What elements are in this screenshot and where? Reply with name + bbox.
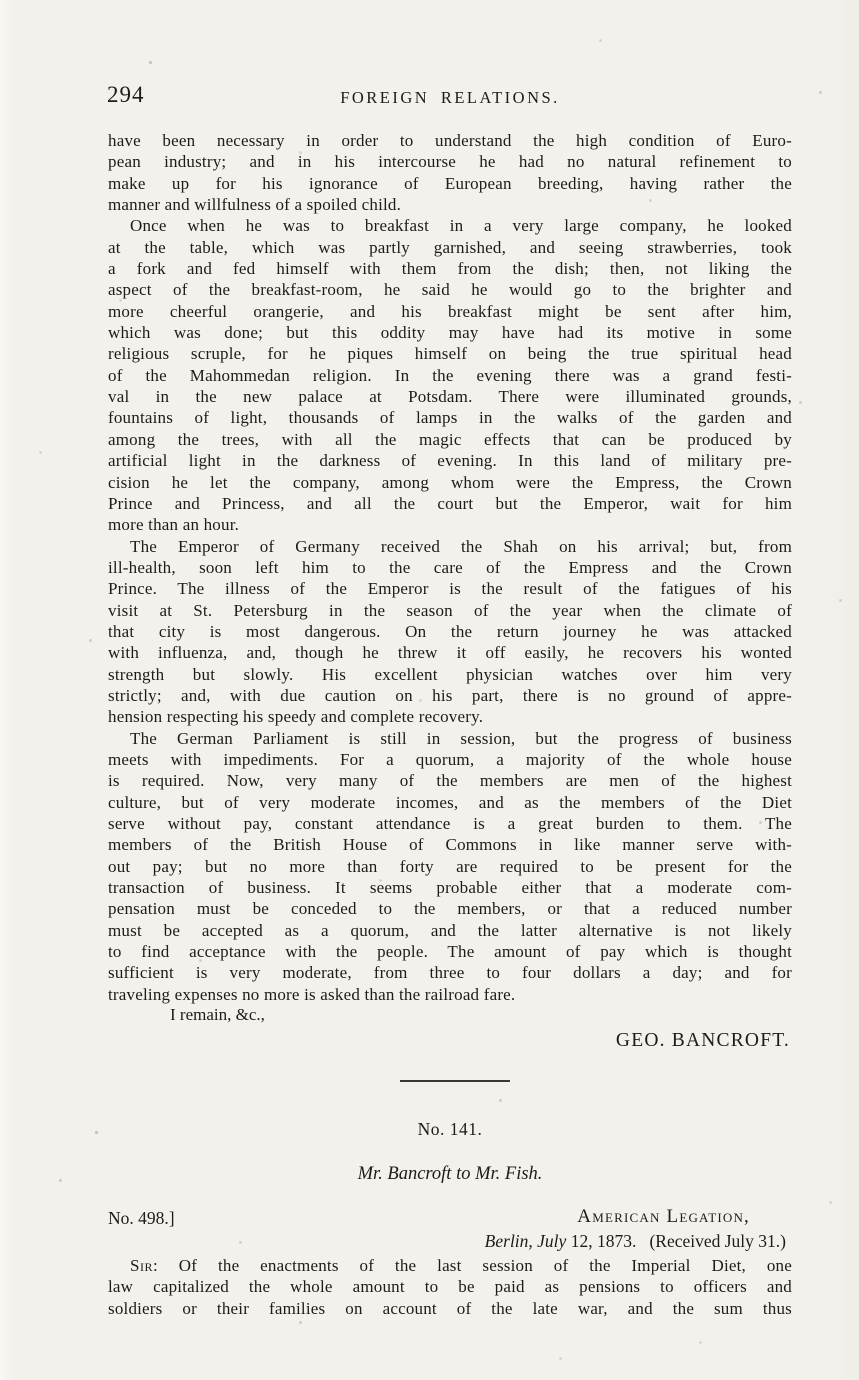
text-line: [108, 365, 792, 386]
legation-name: American Legation,: [577, 1206, 750, 1227]
text-line: [108, 920, 792, 941]
text-line: [108, 1255, 792, 1276]
text-line: [108, 407, 792, 428]
text-run: more cheerful orangerie, and his breakfast might be sent after him,: [108, 301, 792, 321]
text-run: visit at St. Petersburg in the season of the year when the climate of: [108, 600, 792, 620]
text-run: Prince. The illness of the Emperor is the result of the fatigues of his: [108, 579, 792, 599]
text-run: pensation must be conceded to the members, or that a reduced number: [108, 899, 792, 919]
text-run: strength but slowly. His excellent physician watches over him very: [108, 664, 792, 684]
text-line: [108, 664, 792, 685]
text-line: [108, 301, 792, 322]
paper-noise: [0, 0, 1, 1]
text-line: [108, 215, 792, 236]
text-run: The German Parliament is still in session, but the progress of business: [130, 728, 792, 748]
text-run: law capitalized the whole amount to be paid as pensions to officers and: [108, 1277, 792, 1297]
text-run: have been necessary in order to understand the high condition of Euro-: [108, 131, 792, 150]
text-run: soldiers or their families on account of the late war, and the sum thus: [108, 1298, 792, 1318]
text-run: 12, 1873. (Received July 31.): [570, 1231, 786, 1251]
text-run: cision he let the company, among whom were the Empress, the Crown: [108, 472, 792, 492]
text-line: [108, 642, 792, 663]
text-run: transaction of business. It seems probable either that a moderate com-: [108, 878, 792, 898]
text-line: [108, 386, 792, 407]
dateline: [485, 1231, 786, 1252]
text-run: The Emperor of Germany received the Shah on his arrival; but, from: [130, 536, 792, 556]
section-divider-rule: [400, 1080, 510, 1082]
text-run: with influenza, and, though he threw it off easily, he recovers his wonted: [108, 643, 792, 663]
text-run: a fork and fed himself with them from the dish; then, not liking the: [108, 259, 792, 279]
text-line: [108, 834, 792, 855]
text-line: [108, 194, 792, 215]
text-run: to find acceptance with the people. The amount of pay which is thought: [108, 942, 792, 962]
text-run: more than an hour.: [108, 515, 240, 535]
text-run: is required. Now, very many of the members are men of the highest: [108, 771, 792, 791]
text-run: : Of the enactments of the last session of the Imperial Diet, one: [152, 1256, 792, 1275]
letter-signature: GEO. BANCROFT.: [615, 1030, 790, 1051]
text-run: religious scruple, for he piques himself on being the true spiritual head: [108, 344, 792, 364]
text-line: [108, 429, 792, 450]
text-run: Once when he was to breakfast in a very large company, he looked: [130, 216, 792, 236]
text-run: hension respecting his speedy and complete recovery.: [108, 707, 484, 727]
running-title: FOREIGN RELATIONS.: [340, 88, 560, 107]
text-run: ill-health, soon left him to the care of the Empress and the Crown: [108, 557, 792, 577]
dispatch-header-row: [108, 1206, 792, 1230]
document-number-heading: No. 141.: [417, 1119, 483, 1139]
text-run: out pay; but no more than forty are required to be present for the: [108, 856, 792, 876]
text-line: [108, 578, 792, 599]
text-line: [108, 600, 792, 621]
text-line: [108, 770, 792, 791]
text-run: which was done; but this oddity may have had its motive in some: [108, 323, 792, 343]
text-line: [108, 962, 792, 983]
text-run: meets with impediments. For a quorum, a majority of the whole house: [108, 749, 792, 769]
text-run: members of the British House of Commons in like manner serve with-: [108, 835, 792, 855]
text-run: sufficient is very moderate, from three to four dollars a day; and for: [108, 963, 792, 983]
text-line: [108, 1298, 792, 1319]
text-line: [108, 749, 792, 770]
text-line: [108, 279, 792, 300]
text-line: [108, 898, 792, 919]
text-line: [108, 813, 792, 834]
text-run: fountains of light, thousands of lamps in the walks of the garden and: [108, 408, 792, 428]
text-run: traveling expenses no more is asked than the railroad fare.: [108, 984, 516, 1004]
text-line: [108, 151, 792, 172]
text-line: [108, 514, 792, 535]
text-run: of the Mahommedan religion. In the evening there was a grand festi-: [108, 365, 792, 385]
text-line: [108, 877, 792, 898]
text-run: must be accepted as a quorum, and the latter alternative is not likely: [108, 920, 792, 940]
text-line: [108, 237, 792, 258]
text-line: [108, 792, 792, 813]
text-line: [108, 322, 792, 343]
text-run: Prince and Princess, and all the court but the Emperor, wait for him: [108, 493, 792, 513]
text-line: [108, 450, 792, 471]
letter-closing: I remain, &c.,: [170, 1005, 265, 1024]
text-line: [108, 130, 792, 151]
text-run: manner and willfulness of a spoiled child.: [108, 195, 402, 215]
text-line: [108, 173, 792, 194]
text-run: make up for his ignorance of European breeding, having rather the: [108, 173, 792, 193]
text-line: [108, 706, 792, 727]
second-letter-body: [108, 1255, 792, 1319]
text-line: [108, 258, 792, 279]
text-line: [108, 941, 792, 962]
dispatch-number: No. 498.]: [108, 1208, 175, 1228]
text-run: that city is most dangerous. On the return journey he was attacked: [108, 621, 792, 641]
text-run: culture, but of very moderate incomes, and as the members of the Diet: [108, 792, 792, 812]
text-run: strictly; and, with due caution on his part, there is no ground of appre-: [108, 685, 792, 705]
text-run: aspect of the breakfast-room, he said he would go to the brighter and: [108, 280, 792, 300]
letter-title: Mr. Bancroft to Mr. Fish.: [357, 1164, 543, 1184]
text-line: [108, 557, 792, 578]
text-line: [108, 621, 792, 642]
text-line: [108, 984, 792, 1005]
first-letter-body: [108, 130, 792, 1005]
text-line: [108, 472, 792, 493]
text-line: [108, 536, 792, 557]
text-line: [108, 728, 792, 749]
text-line: [108, 343, 792, 364]
text-run: at the table, which was partly garnished, and seeing strawberries, took: [108, 237, 792, 257]
text-line: [108, 493, 792, 514]
text-line: [108, 856, 792, 877]
text-run: among the trees, with all the magic effects that can be produced by: [108, 429, 792, 449]
text-run: val in the new palace at Potsdam. There were illuminated grounds,: [108, 387, 792, 407]
text-run: serve without pay, constant attendance is a great burden to them. The: [108, 814, 792, 833]
text-run: Berlin, July: [484, 1231, 571, 1251]
text-run: Sir: [130, 1256, 153, 1275]
text-run: artificial light in the darkness of evening. In this land of military pre-: [108, 451, 792, 471]
page-number: 294: [107, 82, 145, 107]
text-line: [108, 1276, 792, 1297]
text-line: [108, 685, 792, 706]
text-run: pean industry; and in his intercourse he had no natural refinement to: [108, 152, 792, 172]
